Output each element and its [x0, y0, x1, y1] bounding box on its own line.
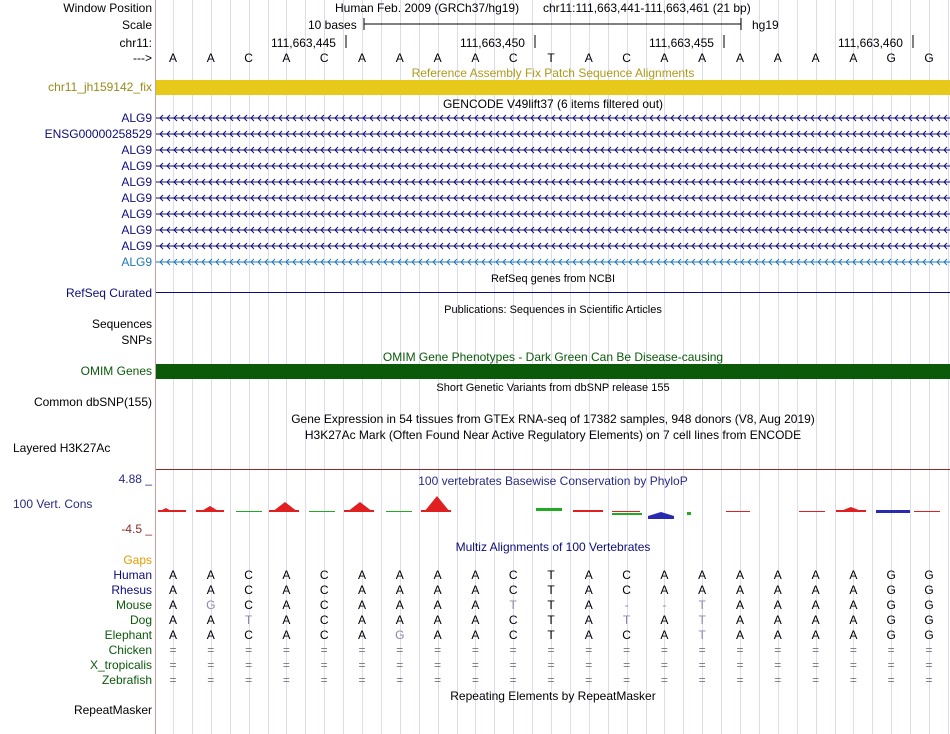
- alignment-base: T: [698, 598, 706, 612]
- common-dbsnp-label[interactable]: Common dbSNP(155): [33, 395, 152, 409]
- window-position-label: Window Position: [63, 1, 152, 15]
- species-label[interactable]: Chicken: [108, 643, 152, 657]
- alignment-base: A: [849, 568, 858, 582]
- alignment-base: G: [886, 583, 896, 597]
- gencode-item-label[interactable]: ALG9: [121, 255, 152, 269]
- sequence-base: A: [698, 51, 707, 65]
- alignment-base: =: [547, 658, 555, 672]
- alignment-base: C: [244, 628, 253, 642]
- alignment-base: =: [358, 643, 366, 657]
- alignment-base: A: [811, 598, 820, 612]
- tick-label: 111,663,445: [271, 36, 336, 50]
- alignment-base: A: [282, 628, 291, 642]
- alignment-base: =: [169, 643, 177, 657]
- alignment-base: A: [735, 583, 744, 597]
- alignment-base: =: [887, 673, 895, 687]
- alignment-base: =: [320, 643, 328, 657]
- phylop-title: 100 vertebrates Basewise Conservation by PhyloP: [418, 474, 688, 488]
- alignment-base: =: [736, 673, 744, 687]
- alignment-base: A: [395, 583, 404, 597]
- sequence-base: A: [282, 51, 291, 65]
- alignment-base: A: [433, 568, 442, 582]
- alignment-base: C: [508, 628, 518, 642]
- alignment-base: T: [547, 568, 555, 582]
- species-label[interactable]: Mouse: [115, 598, 152, 612]
- alignment-base: A: [395, 568, 404, 582]
- phylop-track-label[interactable]: 100 Vert. Cons: [13, 497, 93, 511]
- alignment-base: C: [319, 583, 329, 597]
- alignment-base: T: [698, 628, 706, 642]
- gencode-item-label[interactable]: ALG9: [121, 175, 152, 189]
- alignment-base: T: [547, 598, 555, 612]
- alignment-base: A: [773, 583, 782, 597]
- alignment-base: A: [660, 628, 669, 642]
- alignment-base: C: [319, 568, 329, 582]
- alignment-base: =: [774, 673, 782, 687]
- alignment-base: A: [357, 568, 366, 582]
- fix-patch-title: Reference Assembly Fix Patch Sequence Alignments: [411, 66, 695, 80]
- alignment-base: A: [168, 613, 177, 627]
- alignment-base: A: [357, 598, 366, 612]
- alignment-base: =: [623, 643, 631, 657]
- gencode-item-label[interactable]: ALG9: [121, 191, 152, 205]
- alignment-base: A: [584, 598, 593, 612]
- sequence-base: A: [660, 51, 669, 65]
- alignment-base: =: [169, 658, 177, 672]
- refseq-curated-label[interactable]: RefSeq Curated: [65, 286, 152, 300]
- alignment-base: =: [585, 643, 593, 657]
- alignment-base: A: [282, 583, 291, 597]
- alignment-base: A: [849, 598, 858, 612]
- alignment-base: =: [887, 643, 895, 657]
- track-label-column: [0, 0, 156, 734]
- alignment-base: A: [584, 568, 593, 582]
- alignment-base: =: [660, 673, 668, 687]
- alignment-base: G: [924, 568, 934, 582]
- alignment-base: G: [886, 628, 896, 642]
- alignment-base: A: [811, 628, 820, 642]
- alignment-base: =: [509, 673, 517, 687]
- alignment-base: T: [509, 598, 517, 612]
- alignment-base: A: [206, 628, 215, 642]
- alignment-base: =: [812, 643, 820, 657]
- alignment-base: T: [244, 613, 253, 627]
- alignment-base: =: [509, 643, 517, 657]
- alignment-base: A: [698, 568, 707, 582]
- alignment-base: A: [735, 598, 744, 612]
- alignment-base: A: [471, 613, 480, 627]
- omim-title: OMIM Gene Phenotypes - Dark Green Can Be Disease-causing: [382, 350, 724, 364]
- alignment-base: =: [849, 643, 857, 657]
- alignment-base: A: [773, 628, 782, 642]
- alignment-base: A: [433, 583, 442, 597]
- alignment-base: -: [662, 598, 667, 612]
- alignment-base: =: [623, 658, 631, 672]
- alignment-base: A: [282, 613, 291, 627]
- alignment-base: A: [168, 568, 177, 582]
- alignment-base: =: [849, 658, 857, 672]
- alignment-base: A: [433, 628, 442, 642]
- gencode-item-label[interactable]: ALG9: [121, 239, 152, 253]
- refseq-title: RefSeq genes from NCBI: [490, 273, 616, 285]
- alignment-base: A: [168, 628, 177, 642]
- sequences-label[interactable]: Sequences: [91, 317, 152, 331]
- alignment-base: C: [319, 598, 329, 612]
- gencode-item-label[interactable]: ENSG00000258529: [44, 127, 152, 141]
- alignment-base: =: [849, 673, 857, 687]
- alignment-base: =: [320, 658, 328, 672]
- sequence-base: A: [811, 51, 820, 65]
- h3k27ac-title: H3K27Ac Mark (Often Found Near Active Regulatory Elements) on 7 cell lines from ENCODE: [304, 428, 802, 442]
- alignment-base: G: [924, 598, 934, 612]
- gencode-item-label[interactable]: ALG9: [121, 159, 152, 173]
- alignment-base: A: [773, 613, 782, 627]
- alignment-base: A: [168, 598, 177, 612]
- alignment-base: C: [622, 568, 631, 582]
- alignment-base: G: [924, 583, 934, 597]
- alignment-base: A: [433, 598, 442, 612]
- gencode-item-label[interactable]: ALG9: [121, 223, 152, 237]
- species-label[interactable]: Elephant: [104, 628, 152, 642]
- phylop-max-label: 4.88 _: [118, 472, 152, 486]
- tick-label: 111,663,460: [838, 36, 903, 50]
- alignment-base: =: [471, 643, 479, 657]
- alignment-base: =: [698, 643, 706, 657]
- alignment-base: =: [925, 658, 933, 672]
- alignment-base: C: [244, 583, 253, 597]
- scale-text: 10 bases: [308, 18, 357, 32]
- species-label[interactable]: Zebrafish: [101, 673, 152, 687]
- alignment-base: T: [547, 613, 555, 627]
- alignment-base: A: [660, 583, 669, 597]
- sequence-base: A: [471, 51, 480, 65]
- alignment-base: G: [395, 628, 405, 642]
- alignment-base: A: [660, 568, 669, 582]
- alignment-base: =: [660, 658, 668, 672]
- alignment-base: A: [773, 598, 782, 612]
- alignment-base: A: [395, 598, 404, 612]
- position-label: chr11:111,663,441-111,663,461 (21 bp): [543, 1, 751, 15]
- alignment-base: =: [812, 673, 820, 687]
- species-label[interactable]: Rhesus: [111, 583, 152, 597]
- alignment-base: A: [849, 583, 858, 597]
- alignment-base: C: [622, 583, 631, 597]
- alignment-base: C: [244, 568, 253, 582]
- alignment-base: =: [471, 658, 479, 672]
- sequence-base: C: [622, 51, 631, 65]
- alignment-base: =: [282, 658, 290, 672]
- alignment-base: T: [547, 628, 555, 642]
- alignment-base: C: [508, 613, 518, 627]
- sequence-base: C: [508, 51, 518, 65]
- snps-label[interactable]: SNPs: [121, 333, 152, 347]
- alignment-base: A: [471, 583, 480, 597]
- alignment-base: A: [433, 613, 442, 627]
- sequence-base: T: [547, 51, 555, 65]
- alignment-base: T: [698, 613, 706, 627]
- alignment-base: A: [206, 583, 215, 597]
- db-label: hg19: [752, 18, 779, 32]
- omim-genes-label[interactable]: OMIM Genes: [80, 364, 152, 378]
- gencode-item-label[interactable]: ALG9: [121, 111, 152, 125]
- sequence-base: C: [244, 51, 253, 65]
- alignment-base: A: [849, 628, 858, 642]
- multiz-title: Multiz Alignments of 100 Vertebrates: [455, 540, 651, 554]
- alignment-base: =: [282, 673, 290, 687]
- alignment-base: A: [168, 583, 177, 597]
- alignment-base: A: [471, 598, 480, 612]
- alignment-base: =: [207, 643, 215, 657]
- alignment-base: =: [207, 673, 215, 687]
- alignment-base: =: [245, 673, 253, 687]
- alignment-base: =: [774, 643, 782, 657]
- alignment-base: A: [660, 613, 669, 627]
- alignment-base: G: [886, 613, 896, 627]
- alignment-base: =: [887, 658, 895, 672]
- layered-h3k27ac-label[interactable]: Layered H3K27Ac: [13, 441, 111, 455]
- alignment-base: =: [358, 673, 366, 687]
- alignment-base: A: [584, 628, 593, 642]
- alignment-base: =: [169, 673, 177, 687]
- chrom-label: chr11:: [119, 36, 152, 50]
- alignment-base: =: [358, 658, 366, 672]
- alignment-base: C: [508, 568, 518, 582]
- gencode-item-label[interactable]: ALG9: [121, 207, 152, 221]
- alignment-base: =: [434, 658, 442, 672]
- strand-arrow-label: --->: [133, 51, 152, 65]
- alignment-base: A: [584, 613, 593, 627]
- tick-label: 111,663,455: [649, 36, 714, 50]
- alignment-base: =: [812, 658, 820, 672]
- alignment-base: A: [811, 583, 820, 597]
- alignment-base: =: [434, 673, 442, 687]
- alignment-base: G: [886, 598, 896, 612]
- alignment-base: T: [622, 613, 631, 627]
- alignment-base: =: [736, 658, 744, 672]
- alignment-base: =: [320, 673, 328, 687]
- alignment-base: =: [736, 643, 744, 657]
- alignment-base: -: [624, 598, 629, 612]
- alignment-base: =: [396, 643, 404, 657]
- sequence-base: A: [849, 51, 858, 65]
- alignment-base: =: [509, 658, 517, 672]
- repeatmasker-label[interactable]: RepeatMasker: [73, 703, 152, 717]
- alignment-base: =: [245, 643, 253, 657]
- publications-title: Publications: Sequences in Scientific Articles: [444, 304, 662, 316]
- alignment-base: C: [319, 613, 329, 627]
- alignment-base: =: [396, 658, 404, 672]
- alignment-base: G: [924, 613, 934, 627]
- sequence-base: A: [433, 51, 442, 65]
- gaps-label: Gaps: [123, 553, 152, 567]
- gencode-title: GENCODE V49lift37 (6 items filtered out): [442, 97, 664, 111]
- species-label[interactable]: X_tropicalis: [89, 658, 152, 672]
- alignment-base: =: [396, 673, 404, 687]
- alignment-base: A: [849, 613, 858, 627]
- sequence-base: A: [395, 51, 404, 65]
- alignment-base: A: [206, 613, 215, 627]
- alignment-base: =: [471, 673, 479, 687]
- alignment-base: =: [282, 643, 290, 657]
- alignment-base: A: [471, 628, 480, 642]
- alignment-base: C: [244, 598, 253, 612]
- sequence-base: A: [206, 51, 215, 65]
- fix-patch-label[interactable]: chr11_jh159142_fix: [48, 80, 152, 94]
- alignment-base: C: [319, 628, 329, 642]
- alignment-base: G: [924, 628, 934, 642]
- repeatmasker-title: Repeating Elements by RepeatMasker: [450, 689, 656, 703]
- alignment-base: =: [547, 643, 555, 657]
- sequence-base: C: [319, 51, 329, 65]
- scale-label: Scale: [121, 18, 152, 32]
- alignment-base: =: [774, 658, 782, 672]
- dbsnp-title: Short Genetic Variants from dbSNP release 155: [436, 382, 670, 394]
- alignment-base: A: [357, 628, 366, 642]
- alignment-base: =: [245, 658, 253, 672]
- sequence-base: G: [886, 51, 896, 65]
- alignment-base: =: [925, 643, 933, 657]
- alignment-base: =: [547, 673, 555, 687]
- alignment-base: A: [282, 568, 291, 582]
- track-data-area[interactable]: [156, 0, 950, 734]
- alignment-base: =: [623, 673, 631, 687]
- alignment-base: A: [206, 568, 215, 582]
- gtex-title: Gene Expression in 54 tissues from GTEx RNA-seq of 17382 samples, 948 donors (V8, Aug 2019): [291, 412, 815, 426]
- alignment-base: =: [698, 658, 706, 672]
- alignment-base: A: [357, 613, 366, 627]
- alignment-base: A: [282, 598, 291, 612]
- alignment-base: =: [925, 673, 933, 687]
- alignment-base: A: [735, 628, 744, 642]
- alignment-base: G: [886, 568, 896, 582]
- alignment-base: A: [584, 583, 593, 597]
- sequence-base: A: [584, 51, 593, 65]
- alignment-base: =: [585, 673, 593, 687]
- alignment-base: =: [207, 658, 215, 672]
- alignment-base: C: [622, 628, 631, 642]
- alignment-base: A: [811, 613, 820, 627]
- sequence-base: A: [735, 51, 744, 65]
- assembly-label: Human Feb. 2009 (GRCh37/hg19): [335, 1, 520, 15]
- species-label[interactable]: Dog: [129, 613, 152, 627]
- phylop-min-label: -4.5 _: [121, 522, 152, 536]
- alignment-base: A: [395, 613, 404, 627]
- alignment-base: =: [660, 643, 668, 657]
- tick-label: 111,663,450: [460, 36, 525, 50]
- alignment-base: A: [773, 568, 782, 582]
- alignment-base: A: [357, 583, 366, 597]
- alignment-base: A: [735, 613, 744, 627]
- gencode-item-label[interactable]: ALG9: [121, 143, 152, 157]
- alignment-base: A: [811, 568, 820, 582]
- sequence-base: A: [168, 51, 177, 65]
- alignment-base: A: [735, 568, 744, 582]
- alignment-base: T: [547, 583, 555, 597]
- sequence-base: A: [357, 51, 366, 65]
- alignment-base: =: [434, 643, 442, 657]
- alignment-base: =: [585, 658, 593, 672]
- species-label[interactable]: Human: [113, 568, 152, 582]
- alignment-base: G: [206, 598, 216, 612]
- sequence-base: G: [924, 51, 934, 65]
- alignment-base: =: [698, 673, 706, 687]
- sequence-base: A: [773, 51, 782, 65]
- alignment-base: C: [508, 583, 518, 597]
- alignment-base: A: [471, 568, 480, 582]
- alignment-base: A: [698, 583, 707, 597]
